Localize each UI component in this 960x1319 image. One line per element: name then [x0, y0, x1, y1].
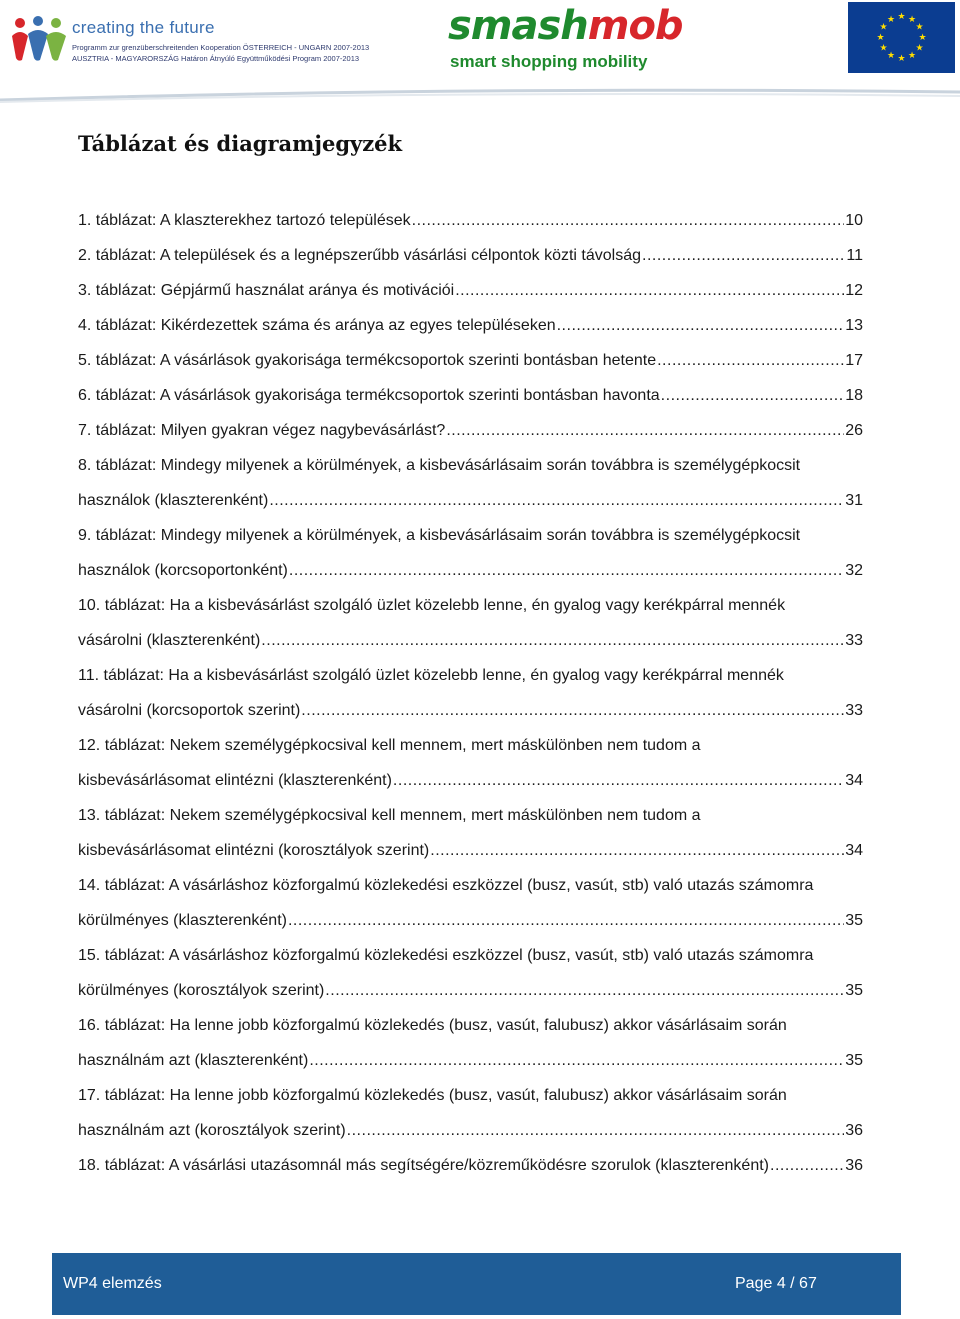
- toc-entry-text: 17. táblázat: Ha lenne jobb közforgalmú közlekedés (busz, vasút, falubusz) akkor vásárlásaim során: [78, 1087, 787, 1104]
- toc-entry[interactable]: [78, 448, 863, 518]
- toc-entry-text: 6. táblázat: A vásárlások gyakorisága termékcsoportok szerinti bontásban havonta: [78, 387, 660, 404]
- toc-line: [78, 973, 863, 1008]
- toc-dot-leader: [393, 763, 844, 798]
- logo-subtitle-1: Programm zur grenzüberschreitenden Kooperation ÖSTERREICH - UNGARN 2007-2013: [72, 43, 370, 52]
- toc-line: [78, 413, 863, 448]
- toc-page-number: 33: [845, 632, 863, 649]
- svg-text:★: ★: [879, 22, 888, 33]
- toc-dot-leader: [325, 973, 844, 1008]
- toc-line: [78, 238, 863, 273]
- toc-entry-text: 12. táblázat: Nekem személygépkocsival kell mennem, mert máskülönben nem tudom a: [78, 737, 701, 754]
- toc-dot-leader: [430, 833, 844, 868]
- svg-text:★: ★: [886, 15, 896, 25]
- toc-line: [78, 938, 863, 973]
- page-footer: [52, 1253, 901, 1315]
- toc-entry[interactable]: [78, 343, 863, 378]
- toc-entry[interactable]: [78, 273, 863, 308]
- toc-line: [78, 273, 863, 308]
- toc-page-number: 34: [845, 772, 863, 789]
- toc-page-number: 10: [845, 212, 863, 229]
- logo-title: creating the future: [72, 18, 215, 37]
- toc-entry-text: 5. táblázat: A vásárlások gyakorisága termékcsoportok szerinti bontásban hetente: [78, 352, 657, 369]
- smashmob-word-green: smash: [448, 3, 588, 49]
- svg-text:★: ★: [915, 43, 924, 54]
- toc-entry[interactable]: [78, 238, 863, 273]
- creating-the-future-logo: [10, 14, 370, 66]
- toc-line: [78, 483, 863, 518]
- toc-dot-leader: [261, 623, 844, 658]
- toc-entry[interactable]: [78, 203, 863, 238]
- smashmob-tagline: smart shopping mobility: [450, 52, 648, 71]
- eu-flag-icon: [848, 2, 955, 73]
- toc-dot-leader: [446, 413, 844, 448]
- toc-entry-text: vásárolni (korcsoportok szerint): [78, 702, 301, 719]
- toc-line: [78, 1008, 863, 1043]
- toc-page-number: 13: [845, 317, 863, 334]
- toc-entry-text: kisbevásárlásomat elintézni (korosztályok szerint): [78, 842, 430, 859]
- table-of-contents: [78, 203, 863, 1183]
- toc-entry[interactable]: [78, 798, 863, 868]
- toc-entry[interactable]: [78, 728, 863, 798]
- toc-line: [78, 518, 863, 553]
- toc-entry-text: 8. táblázat: Mindegy milyenek a körülmények, a kisbevásárlásaim során továbbra is személygépkocsit: [78, 457, 801, 474]
- toc-line: [78, 728, 863, 763]
- toc-entry[interactable]: [78, 413, 863, 448]
- svg-text:★: ★: [886, 51, 896, 61]
- toc-entry[interactable]: [78, 518, 863, 588]
- toc-page-number: 32: [845, 562, 863, 579]
- toc-line: [78, 1148, 863, 1183]
- svg-text:★: ★: [915, 22, 924, 33]
- toc-line: [78, 1078, 863, 1113]
- toc-entry-text: 2. táblázat: A települések és a legnépszerűbb vásárlási célpontok közti távolság: [78, 247, 642, 264]
- toc-entry-text: 13. táblázat: Nekem személygépkocsival kell mennem, mert máskülönben nem tudom a: [78, 807, 701, 824]
- toc-line: [78, 658, 863, 693]
- toc-line: [78, 763, 863, 798]
- svg-text:★: ★: [918, 33, 927, 43]
- toc-dot-leader: [288, 903, 844, 938]
- toc-entry-text: 18. táblázat: A vásárlási utazásomnál más segítségére/közreműködésre szorulok (klaszterenként): [78, 1157, 769, 1174]
- toc-entry-text: használok (klaszterenként): [78, 492, 269, 509]
- toc-entry-text: 10. táblázat: Ha a kisbevásárlást szolgáló üzlet közelebb lenne, én gyalog vagy kerékpárral mennék: [78, 597, 786, 614]
- toc-line: [78, 868, 863, 903]
- page-header: [0, 0, 960, 105]
- footer-label: WP4 elemzés: [63, 1275, 162, 1292]
- toc-page-number: 34: [845, 842, 863, 859]
- toc-line: [78, 1113, 863, 1148]
- toc-entry-text: 11. táblázat: Ha a kisbevásárlást szolgáló üzlet közelebb lenne, én gyalog vagy kerékpárral mennék: [78, 667, 784, 684]
- toc-line: [78, 553, 863, 588]
- toc-entry-text: 1. táblázat: A klaszterekhez tartozó települések: [78, 212, 411, 229]
- toc-line: [78, 798, 863, 833]
- toc-entry-text: vásárolni (klaszterenként): [78, 632, 261, 649]
- toc-dot-leader: [657, 343, 844, 378]
- toc-line: [78, 903, 863, 938]
- toc-entry[interactable]: [78, 938, 863, 1008]
- toc-entry[interactable]: [78, 1008, 863, 1078]
- toc-entry-text: 9. táblázat: Mindegy milyenek a körülmények, a kisbevásárlásaim során továbbra is személygépkocsit: [78, 527, 801, 544]
- toc-line: [78, 588, 863, 623]
- toc-dot-leader: [309, 1043, 844, 1078]
- toc-entry-text: használok (korcsoportonként): [78, 562, 288, 579]
- toc-line: [78, 833, 863, 868]
- toc-entry-text: 15. táblázat: A vásárláshoz közforgalmú közlekedési eszközzel (busz, vasút, stb) való utazás számomra: [78, 947, 814, 964]
- toc-page-number: 31: [845, 492, 863, 509]
- toc-dot-leader: [455, 273, 844, 308]
- toc-entry[interactable]: [78, 588, 863, 658]
- page-number: Page 4 / 67: [735, 1275, 817, 1292]
- toc-entry[interactable]: [78, 308, 863, 343]
- toc-dot-leader: [269, 483, 844, 518]
- toc-line: [78, 203, 863, 238]
- toc-line: [78, 448, 863, 483]
- toc-dot-leader: [347, 1113, 845, 1148]
- toc-entry[interactable]: [78, 1148, 863, 1183]
- toc-page-number: 36: [845, 1157, 863, 1174]
- people-icon: [10, 14, 68, 66]
- toc-line: [78, 308, 863, 343]
- logo-subtitle-2: AUSZTRIA - MAGYARORSZÁG Határon Átnyúló Együttműködési Program 2007-2013: [72, 54, 360, 63]
- toc-page-number: 17: [845, 352, 863, 369]
- toc-entry-text: körülményes (korosztályok szerint): [78, 982, 325, 999]
- toc-entry[interactable]: [78, 1078, 863, 1148]
- toc-line: [78, 343, 863, 378]
- toc-dot-leader: [661, 378, 845, 413]
- toc-line: [78, 1043, 863, 1078]
- toc-dot-leader: [301, 693, 844, 728]
- toc-entry[interactable]: [78, 868, 863, 938]
- toc-page-number: 33: [845, 702, 863, 719]
- toc-entry[interactable]: [78, 658, 863, 728]
- toc-entry-text: 3. táblázat: Gépjármű használat aránya és motivációi: [78, 282, 455, 299]
- toc-dot-leader: [289, 553, 844, 588]
- svg-text:★: ★: [897, 12, 906, 22]
- smashmob-logo: [448, 3, 683, 76]
- toc-page-number: 35: [845, 912, 863, 929]
- toc-line: [78, 623, 863, 658]
- smashmob-wordmark: [448, 4, 683, 48]
- toc-entry-text: 7. táblázat: Milyen gyakran végez nagybevásárlást?: [78, 422, 446, 439]
- toc-dot-leader: [770, 1148, 844, 1183]
- toc-dot-leader: [557, 308, 845, 343]
- toc-page-number: 35: [845, 1052, 863, 1069]
- toc-entry-text: körülményes (klaszterenként): [78, 912, 287, 929]
- toc-entry-text: 16. táblázat: Ha lenne jobb közforgalmú közlekedés (busz, vasút, falubusz) akkor vásárlásaim során: [78, 1017, 787, 1034]
- toc-entry-text: 14. táblázat: A vásárláshoz közforgalmú közlekedési eszközzel (busz, vasút, stb) való utazás számomra: [78, 877, 814, 894]
- toc-line: [78, 378, 863, 413]
- toc-page-number: 35: [845, 982, 863, 999]
- svg-text:★: ★: [876, 33, 885, 43]
- toc-entry-text: használnám azt (korosztályok szerint): [78, 1122, 346, 1139]
- svg-text:★: ★: [907, 51, 917, 61]
- header-divider: [0, 80, 960, 104]
- toc-entry-text: kisbevásárlásomat elintézni (klaszterenként): [78, 772, 392, 789]
- toc-page-number: 11: [846, 247, 863, 264]
- toc-dot-leader: [642, 238, 845, 273]
- toc-dot-leader: [412, 203, 845, 238]
- toc-entry-text: használnám azt (klaszterenként): [78, 1052, 309, 1069]
- toc-page-number: 26: [845, 422, 863, 439]
- svg-text:★: ★: [879, 43, 888, 54]
- toc-line: [78, 693, 863, 728]
- page-title: Táblázat és diagramjegyzék: [78, 131, 403, 156]
- toc-page-number: 12: [845, 282, 863, 299]
- svg-text:★: ★: [907, 15, 917, 25]
- svg-text:★: ★: [897, 54, 906, 64]
- toc-page-number: 18: [845, 387, 863, 404]
- toc-page-number: 36: [845, 1122, 863, 1139]
- smashmob-word-red: mob: [587, 3, 683, 49]
- toc-entry-text: 4. táblázat: Kikérdezettek száma és aránya az egyes településeken: [78, 317, 556, 334]
- toc-entry[interactable]: [78, 378, 863, 413]
